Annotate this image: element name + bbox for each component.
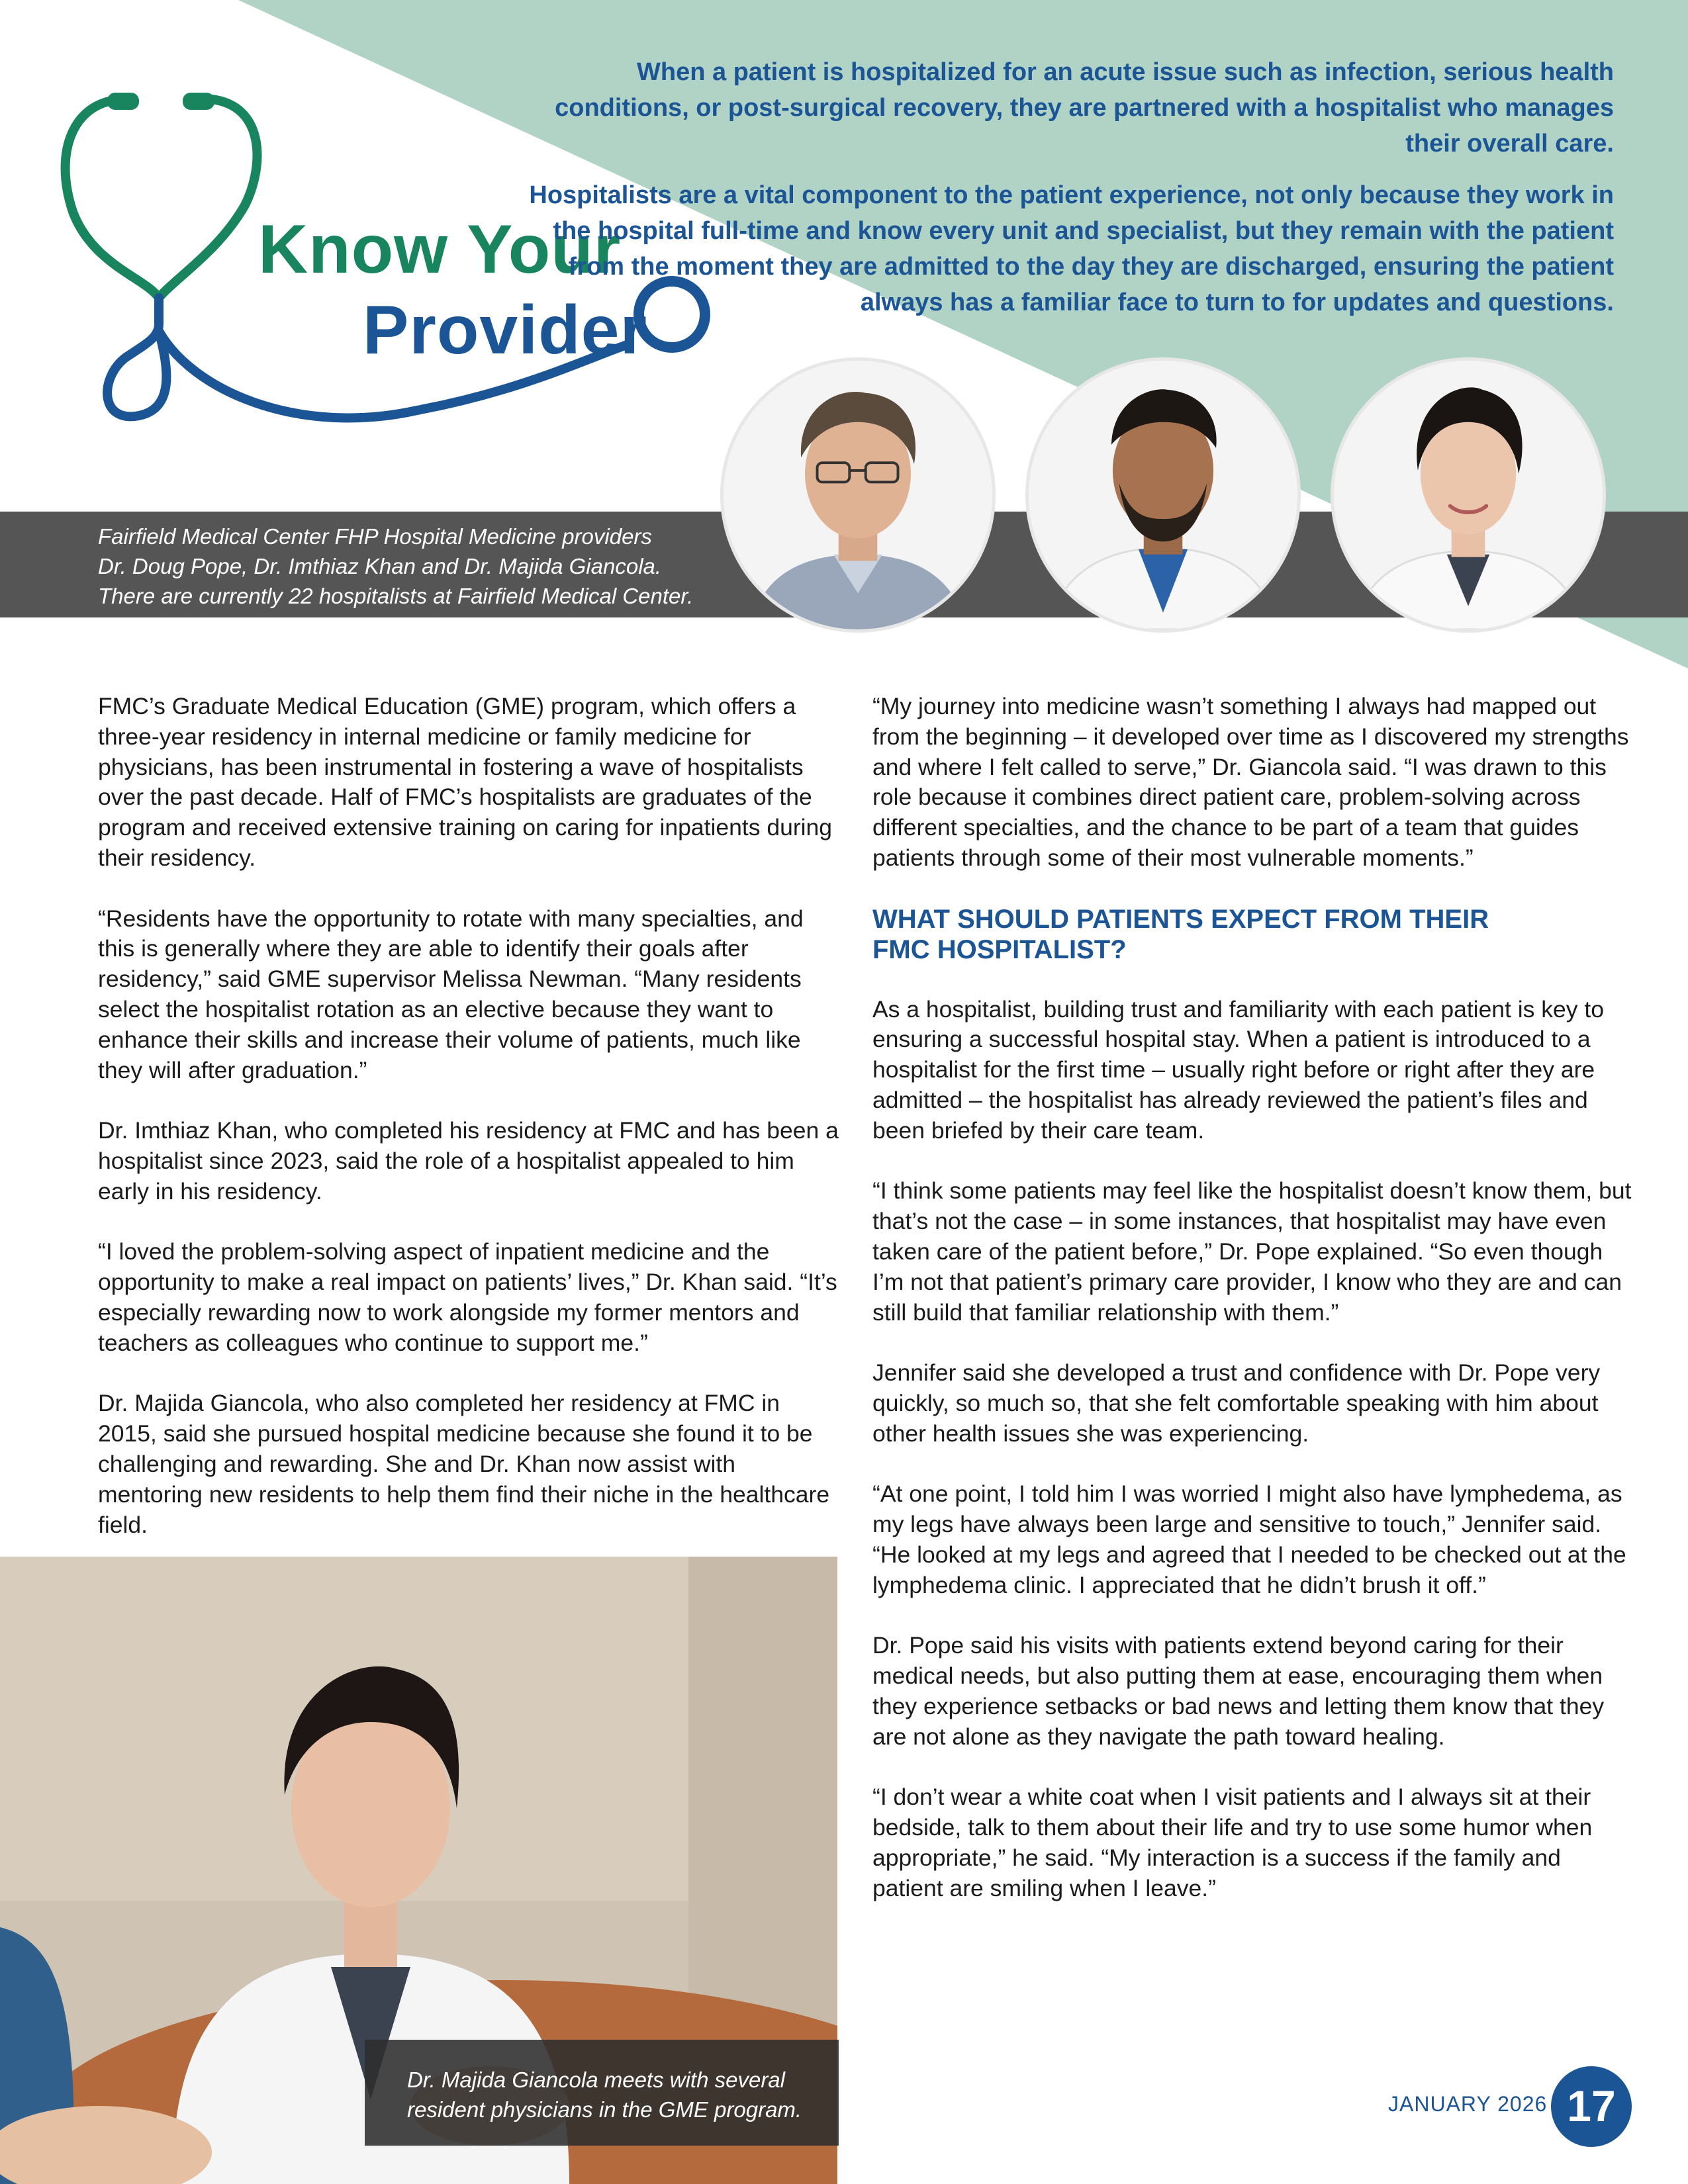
subheading-line: FMC HOSPITALIST?	[872, 934, 1127, 964]
subheading-line: WHAT SHOULD PATIENTS EXPECT FROM THEIR	[872, 904, 1489, 934]
caption-line: Dr. Doug Pope, Dr. Imthiaz Khan and Dr. Majida Giancola.	[98, 554, 662, 578]
body-paragraph: “My journey into medicine wasn’t something I always had mapped out from the beginning – it developed over time as I discovered my strengths and where I felt called to serve,” Dr. Giancola said. “I was drawn to this role because it combines direct patient care, problem-solving across different specialties, and the chance to be part of a team that guides patients through some of their most vulnerable moments.”	[872, 693, 1629, 871]
portrait-dr-khan	[1025, 357, 1301, 633]
caption-line: There are currently 22 hospitalists at Fairfield Medical Center.	[98, 584, 694, 608]
body-paragraph: FMC’s Graduate Medical Education (GME) program, which offers a three-year residency in internal medicine or family medicine for physicians, has been instrumental in fostering a wave of hospitalists over the past decade. Half of FMC’s hospitalists are graduates of the program and received extensive training on caring for inpatients during their residency.	[98, 693, 833, 871]
body-paragraph: As a hospitalist, building trust and familiarity with each patient is key to ensuring a successful hospital stay. When a patient is introduced to a hospitalist for the first time – usually right before or right after they are admitted – the hospitalist has already reviewed the patient’s files and been briefed by their care team.	[872, 995, 1604, 1144]
page-number: 17	[1551, 2066, 1632, 2147]
intro-block	[528, 54, 1614, 336]
title-know-your: Know Your	[258, 211, 622, 288]
issue-date: JANUARY 2026	[1388, 2092, 1548, 2116]
body-paragraph: “I don’t wear a white coat when I visit patients and I always sit at their bedside, talk to them about their life and try to use some humor when appropriate,” he said. “My interaction is a success if the family and patient are smiling when I leave.”	[872, 1784, 1593, 1901]
article-column-left	[98, 692, 839, 1570]
providers-photo-caption	[98, 522, 727, 611]
body-paragraph: Dr. Pope said his visits with patients extend beyond caring for their medical needs, but also putting them at ease, encouraging them when they experience setbacks or bad news and letting them know that they are not alone as they navigate the path toward healing.	[872, 1632, 1605, 1750]
caption-line: resident physicians in the GME program.	[407, 2097, 802, 2122]
article-column-right	[872, 692, 1634, 1934]
caption-line: Dr. Majida Giancola meets with several	[407, 2068, 785, 2092]
section-subheading	[872, 904, 1634, 965]
portrait-dr-giancola	[1331, 357, 1606, 633]
intro-paragraph: When a patient is hospitalized for an acute issue such as infection, serious health conditions, or post-surgical recovery, they are partnered with a hospitalist who manages their overall care.	[555, 58, 1614, 158]
portrait-dr-giancola-illustration	[1334, 361, 1603, 629]
body-paragraph: Dr. Majida Giancola, who also completed her residency at FMC in 2015, said she pursued hospital medicine because she found it to be challenging and rewarding. She and Dr. Khan now assist with mentoring new residents to help them find their niche in the healthcare field.	[98, 1390, 830, 1538]
body-paragraph: Jennifer said she developed a trust and confidence with Dr. Pope very quickly, so much so, that she felt comfortable speaking with him about other health issues she was experiencing.	[872, 1359, 1601, 1447]
meeting-photo-caption	[365, 2040, 839, 2146]
body-paragraph: “I loved the problem-solving aspect of inpatient medicine and the opportunity to make a real impact on patients’ lives,” Dr. Khan said. “It’s especially rewarding now to work alongside my former mentors and teachers as colleagues who continue to support me.”	[98, 1238, 837, 1356]
portrait-dr-pope-illustration	[724, 361, 992, 629]
portrait-dr-khan-illustration	[1029, 361, 1297, 629]
body-paragraph: “At one point, I told him I was worried I might also have lymphedema, as my legs have always been large and sensitive to touch,” Jennifer said. “He looked at my legs and agreed that I needed to be checked out at the lymphedema clinic. I appreciated that he didn’t brush it off.”	[872, 1480, 1626, 1598]
body-paragraph: “Residents have the opportunity to rotate with many specialties, and this is generally where they are able to identify their goals after residency,” said GME supervisor Melissa Newman. “Many residents select the hospitalist rotation as an elective because they want to enhance their skills and increase their volume of patients, much like they will after graduation.”	[98, 905, 804, 1083]
body-paragraph: Dr. Imthiaz Khan, who completed his residency at FMC and has been a hospitalist since 2023, said the role of a hospitalist appealed to him early in his residency.	[98, 1117, 839, 1205]
portrait-dr-pope	[720, 357, 996, 633]
caption-line: Fairfield Medical Center FHP Hospital Medicine providers	[98, 524, 652, 549]
intro-paragraph: Hospitalists are a vital component to the patient experience, not only because they work in the hospital full-time and know every unit and specialist, but they remain with the patient from the moment they are admitted to the day they are discharged, ensuring the patient always has a familiar face to turn to for updates and questions.	[529, 181, 1614, 316]
body-paragraph: “I think some patients may feel like the hospitalist doesn’t know them, but that’s not the case – in some instances, that hospitalist may have even taken care of the patient before,” Dr. Pope explained. “So even though I’m not that patient’s primary care provider, I know who they are and can still build that familiar relationship with them.”	[872, 1177, 1632, 1326]
title-provider: Provider	[363, 292, 647, 369]
